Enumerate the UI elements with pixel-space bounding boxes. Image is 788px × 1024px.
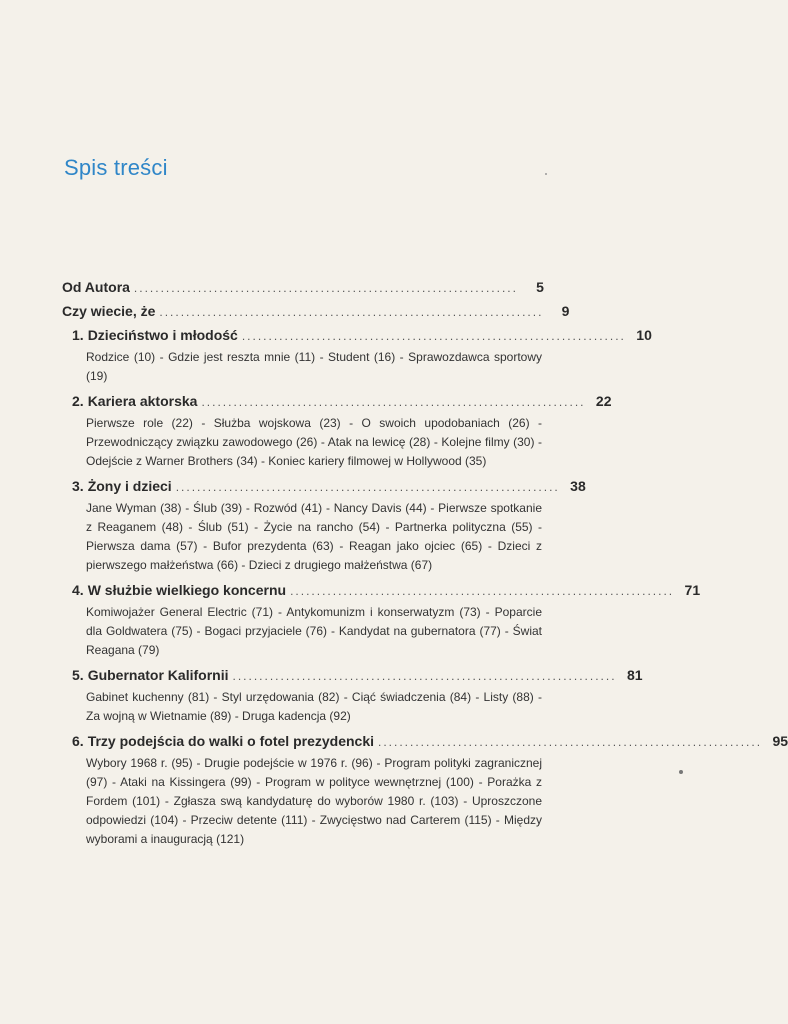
chapter-subsections: Rodzice (10) - Gdzie jest reszta mnie (11) - Student (16) - Sprawozdawca sportowy (19)	[86, 350, 542, 383]
page-title: Spis treści	[64, 155, 168, 180]
toc-page-number: 38	[570, 478, 586, 494]
toc-chapter	[62, 475, 586, 499]
toc-chapter	[62, 579, 701, 603]
toc-page-number: 81	[626, 667, 643, 683]
chapter-number: 2.	[72, 393, 84, 409]
chapter-title: Gubernator Kalifornii	[87, 667, 229, 683]
chapter-title: Trzy podejścia do walki o fotel prezydencki	[87, 733, 374, 749]
chapter-title: Kariera aktorska	[87, 393, 198, 409]
toc-page-number: 71	[684, 582, 701, 598]
toc-chapter	[62, 390, 612, 414]
toc-entry-label: Czy wiecie, że	[62, 303, 156, 319]
toc-page-number: 22	[595, 393, 612, 409]
chapter-number: 6.	[72, 733, 84, 749]
toc-page-number: 95	[772, 733, 788, 749]
toc-chapter	[62, 730, 788, 754]
print-speck	[545, 173, 547, 175]
toc-chapter	[62, 324, 652, 348]
toc-page-number: 10	[636, 327, 652, 343]
chapter-number: 5.	[72, 667, 84, 683]
toc-leader-dots: ........................................................................	[175, 480, 560, 494]
chapter-subsections: Jane Wyman (38) - Ślub (39) - Rozwód (41) - Nancy Davis (44) - Pierwsze spotkanie z Reaganem (48) - Ślub (51) - Życie na rancho (54) - Partnerka polityczna (55) - Pierwsza dama (57) - Bufor prezydenta (63) - Reagan jako ojciec (65) - Dzieci z pierwszego małżeństwa (66) - Dzieci z drugiego małżeństwa (67)	[86, 501, 542, 572]
chapter-subsections: Gabinet kuchenny (81) - Styl urzędowania (82) - Ciąć świadczenia (84) - Listy (88) - Za wojną w Wietnamie (89) - Druga kadencja (92)	[86, 690, 542, 723]
toc-leader-dots: ........................................................................	[159, 305, 544, 319]
toc-page-number: 9	[561, 303, 570, 319]
chapter-title: Dzieciństwo i młodość	[87, 327, 238, 343]
toc-leader-dots: ........................................................................	[290, 584, 675, 598]
toc-entry-label: Od Autora	[62, 279, 130, 295]
chapter-title: W służbie wielkiego koncernu	[87, 582, 287, 598]
chapter-subsections: Pierwsze role (22) - Służba wojskowa (23) - O swoich upodobaniach (26) - Przewodniczący związku zawodowego (26) - Atak na lewicę (28) - Kolejne filmy (30) - Odejście z Warner Brothers (34) - Koniec kariery filmowej w Hollywood (35)	[86, 416, 542, 468]
toc-leader-dots: ........................................................................	[232, 669, 617, 683]
chapter-subsections: Wybory 1968 r. (95) - Drugie podejście w 1976 r. (96) - Program polityki zagranicznej (97) - Ataki na Kissingera (99) - Program w polityce wewnętrznej (100) - Porażka z Fordem (101) - Zgłasza swą kandydaturę do wyborów 1980 r. (103) - Uproszczone odpowiedzi (104) - Przeciw detente (111) - Zwycięstwo nad Carterem (115) - Między wyborami a inauguracją (121)	[86, 756, 542, 846]
chapter-subsections: Komiwojażer General Electric (71) - Antykomunizm i konserwatyzm (73) - Poparcie dla Goldwatera (75) - Bogaci przyjaciele (76) - Kandydat na gubernatora (77) - Świat Reagana (79)	[86, 605, 542, 657]
toc-leader-dots: ........................................................................	[133, 281, 518, 295]
print-speck	[679, 770, 683, 774]
toc-entry	[62, 276, 542, 300]
toc-leader-dots: ........................................................................	[201, 395, 586, 409]
toc-page-number: 5	[536, 279, 544, 295]
chapter-number: 3.	[72, 478, 84, 494]
chapter-title: Żony i dzieci	[87, 478, 172, 494]
chapter-number: 4.	[72, 582, 84, 598]
toc-leader-dots: ........................................................................	[378, 735, 763, 749]
table-of-contents	[62, 276, 788, 853]
toc-leader-dots: ........................................................................	[241, 329, 626, 343]
toc-chapter	[62, 664, 643, 688]
chapter-number: 1.	[72, 327, 84, 343]
toc-entry	[62, 300, 570, 324]
